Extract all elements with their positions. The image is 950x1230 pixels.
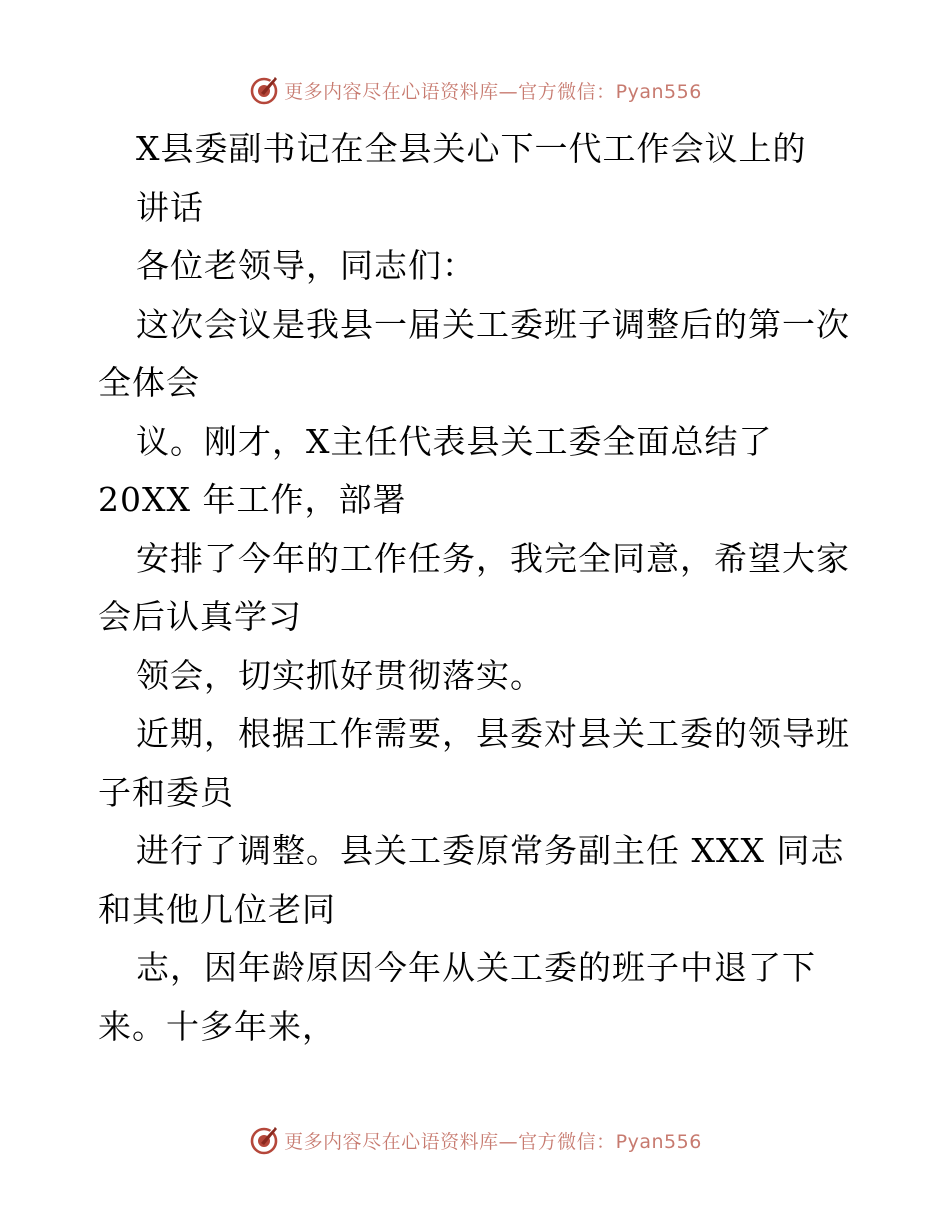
header-watermark-banner: [0, 70, 950, 110]
doc-title-line-2: 讲话: [136, 187, 204, 227]
doc-title-line-1: X县委副书记在全县关心下一代工作会议上的: [136, 129, 807, 168]
paragraph-line: 进行了调整。县关工委原常务副主任 XXX 同志: [136, 831, 845, 870]
paragraph-line: 议。刚才，X主任代表县关工委全面总结了: [136, 421, 773, 461]
paragraph-line: 志，因年龄原因今年从关工委的班子中退了下: [136, 948, 816, 987]
watermark-text: 更多内容尽在心语资料库—官方微信：Pyan556: [284, 80, 702, 103]
feather-pen-logo-icon: [248, 1124, 280, 1156]
salutation: 各位老领导，同志们：: [136, 246, 476, 285]
document-body: [98, 120, 858, 1056]
paragraph-line: 领会，切实抓好贯彻落实。: [136, 655, 544, 695]
paragraph-line: 会后认真学习: [98, 597, 302, 636]
paragraph-line: 近期，根据工作需要，县委对县关工委的领导班: [136, 714, 850, 753]
paragraph-line: 子和委员: [98, 772, 234, 812]
paragraph-line: 安排了今年的工作任务，我完全同意，希望大家: [136, 538, 850, 578]
feather-pen-logo-icon: [248, 74, 280, 106]
watermark-text: 更多内容尽在心语资料库—官方微信：Pyan556: [284, 1130, 702, 1153]
paragraph-line: 来。十多年来，: [98, 1006, 336, 1046]
paragraph-line: 和其他几位老同: [98, 889, 336, 929]
paragraph-line: 全体会: [98, 363, 200, 402]
paragraph-line: 20XX 年工作，部署: [98, 480, 407, 519]
footer-watermark-banner: [0, 1120, 950, 1160]
paragraph-line: 这次会议是我县一届关工委班子调整后的第一次: [136, 304, 850, 344]
